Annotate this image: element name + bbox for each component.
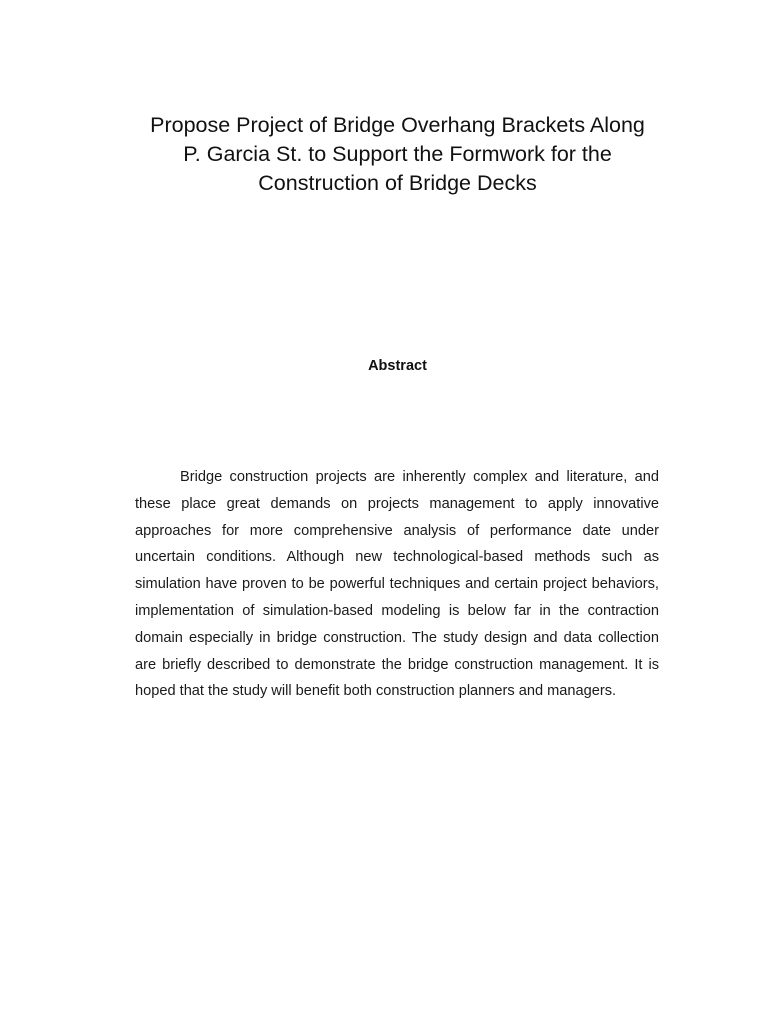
document-title (120, 111, 675, 198)
abstract-heading: Abstract (368, 358, 427, 374)
title-line-1: Propose Project of Bridge Overhang Brackets Along (150, 113, 645, 137)
abstract-paragraph: Bridge construction projects are inherently complex and literature, and these place great demands on projects management to apply innovative approaches for more comprehensive analysis of performance date under uncertain conditions. Although new technological-based methods such as simulation have proven to be powerful techniques and certain project behaviors, implementation of simulation-based modeling is below far in the contraction domain especially in bridge construction. The study design and data collection are briefly described to demonstrate the bridge construction management. It is hoped that the study will benefit both construction planners and managers. (135, 469, 659, 700)
title-line-3: Construction of Bridge Decks (258, 171, 537, 195)
title-line-2: P. Garcia St. to Support the Formwork for the (183, 142, 612, 166)
